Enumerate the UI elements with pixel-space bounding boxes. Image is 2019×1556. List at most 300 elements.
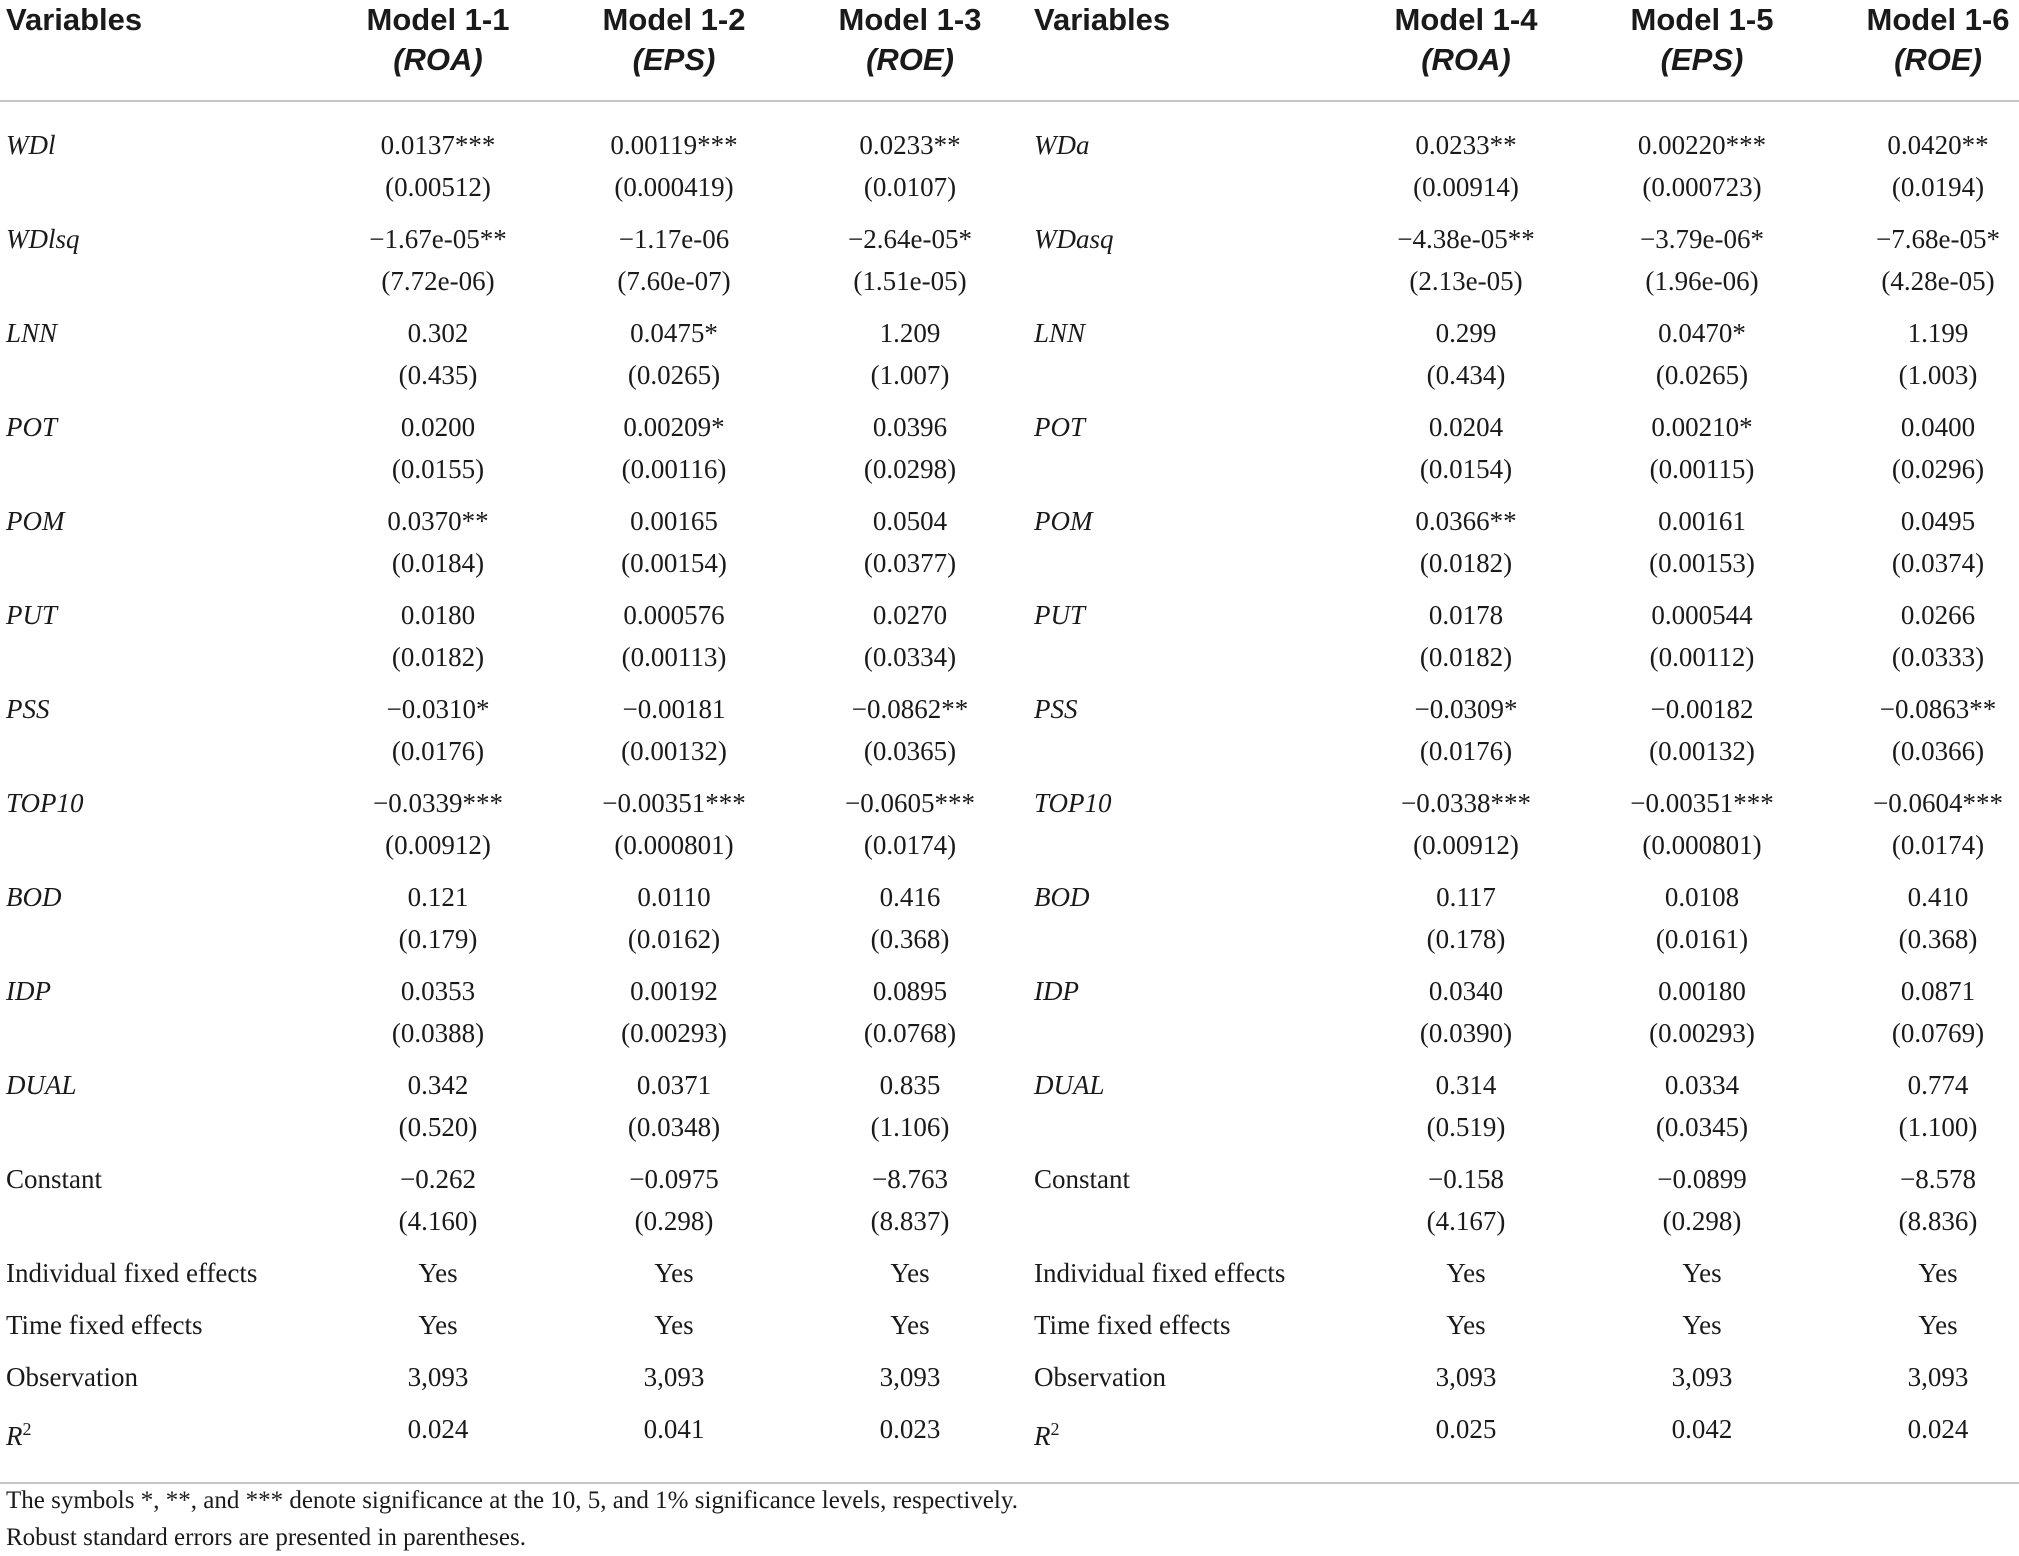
standard-error: (0.00912)	[1413, 830, 1519, 860]
coefficient: −0.0899	[1657, 1164, 1747, 1194]
value-cell	[1584, 1158, 1820, 1252]
left-variable-name	[0, 876, 320, 970]
value-cell	[1820, 1158, 2019, 1252]
right-variable-name	[1028, 1158, 1348, 1252]
model-header	[320, 0, 556, 101]
coefficient: 0.041	[643, 1414, 705, 1444]
standard-error: (0.0176)	[1419, 736, 1513, 766]
right-variable-name	[1028, 1356, 1348, 1408]
variable-label: DUAL	[6, 1070, 77, 1100]
table-row	[0, 1064, 2019, 1158]
value-cell	[1584, 1252, 1820, 1304]
left-variable-name	[0, 101, 320, 218]
left-variable-name	[0, 1158, 320, 1252]
value-cell	[320, 970, 556, 1064]
table-body	[0, 101, 2019, 1483]
standard-error: (0.0365)	[863, 736, 957, 766]
value-cell	[1584, 688, 1820, 782]
variable-label: Time fixed effects	[6, 1310, 203, 1340]
value-cell	[320, 1064, 556, 1158]
variable-label: R	[6, 1421, 23, 1451]
standard-error: (0.00116)	[621, 454, 727, 484]
table-row	[0, 970, 2019, 1064]
coefficient: −0.0604***	[1873, 788, 2003, 818]
value-cell	[1348, 312, 1584, 406]
coefficient: 0.0366**	[1415, 506, 1517, 536]
variable-label: PUT	[1034, 600, 1086, 630]
standard-error: (0.519)	[1426, 1112, 1506, 1142]
variable-label: R	[1034, 1421, 1051, 1451]
variable-label: Individual fixed effects	[6, 1258, 258, 1288]
standard-error: (0.368)	[1898, 924, 1978, 954]
right-variable-name	[1028, 688, 1348, 782]
value-cell	[1820, 1356, 2019, 1408]
standard-error: (0.435)	[398, 360, 478, 390]
coefficient: 0.0475*	[630, 318, 718, 348]
value-cell	[792, 1252, 1028, 1304]
coefficient: 0.00209*	[623, 412, 725, 442]
coefficient: −1.17e-06	[618, 224, 730, 254]
left-variable-name	[0, 406, 320, 500]
coefficient: Yes	[654, 1310, 694, 1340]
standard-error: (7.60e-07)	[617, 266, 731, 296]
coefficient: 0.00180	[1658, 976, 1746, 1006]
value-cell	[1348, 688, 1584, 782]
coefficient: −0.262	[400, 1164, 476, 1194]
value-cell	[1820, 1408, 2019, 1483]
standard-error: (0.0333)	[1891, 642, 1985, 672]
coefficient: −0.0338***	[1401, 788, 1531, 818]
variable-label: TOP10	[6, 788, 84, 818]
coefficient: 0.0233**	[859, 130, 961, 160]
standard-error: (0.00912)	[385, 830, 491, 860]
value-cell	[320, 500, 556, 594]
coefficient: 0.024	[407, 1414, 469, 1444]
model-name: Model 1-4	[1394, 2, 1538, 37]
coefficient: 0.0470*	[1658, 318, 1746, 348]
left-variable-name	[0, 1304, 320, 1356]
value-cell	[1348, 500, 1584, 594]
left-variable-name	[0, 782, 320, 876]
value-cell	[1820, 1064, 2019, 1158]
coefficient: −0.0863**	[1879, 694, 1997, 724]
coefficient: 3,093	[1671, 1362, 1733, 1392]
value-cell	[320, 1158, 556, 1252]
coefficient: −0.0975	[629, 1164, 719, 1194]
value-cell	[320, 1356, 556, 1408]
coefficient: 0.025	[1435, 1414, 1497, 1444]
variable-label: Observation	[1034, 1362, 1166, 1392]
model-header	[1584, 0, 1820, 101]
coefficient: −0.0310*	[386, 694, 490, 724]
coefficient: Yes	[654, 1258, 694, 1288]
standard-error: (1.96e-06)	[1645, 266, 1759, 296]
standard-error: (0.0377)	[863, 548, 957, 578]
variable-label: DUAL	[1034, 1070, 1105, 1100]
table-row	[0, 500, 2019, 594]
model-dependent-variable: (ROA)	[1421, 42, 1511, 77]
footnote-standard-errors: Robust standard errors are presented in parentheses.	[6, 1524, 526, 1551]
value-cell	[1584, 500, 1820, 594]
standard-error: (0.0182)	[1419, 548, 1513, 578]
standard-error: (0.000419)	[614, 172, 734, 202]
table-row	[0, 1356, 2019, 1408]
value-cell	[556, 1064, 792, 1158]
variable-label: POT	[1034, 412, 1086, 442]
value-cell	[1348, 782, 1584, 876]
value-cell	[1348, 594, 1584, 688]
coefficient: Yes	[1446, 1258, 1486, 1288]
standard-error: (0.0174)	[863, 830, 957, 860]
value-cell	[1348, 218, 1584, 312]
model-header	[556, 0, 792, 101]
value-cell	[556, 500, 792, 594]
table-row	[0, 1304, 2019, 1356]
coefficient: 0.00161	[1658, 506, 1746, 536]
standard-error: (0.0388)	[391, 1018, 485, 1048]
value-cell	[792, 406, 1028, 500]
coefficient: −0.00181	[622, 694, 726, 724]
standard-error: (0.298)	[1662, 1206, 1742, 1236]
value-cell	[792, 876, 1028, 970]
value-cell	[1348, 406, 1584, 500]
coefficient: 0.024	[1907, 1414, 1969, 1444]
table-row	[0, 876, 2019, 970]
table-row	[0, 782, 2019, 876]
coefficient: −0.158	[1428, 1164, 1504, 1194]
coefficient: 0.000544	[1651, 600, 1753, 630]
coefficient: −0.0309*	[1414, 694, 1518, 724]
variable-label: Individual fixed effects	[1034, 1258, 1286, 1288]
right-variable-name	[1028, 406, 1348, 500]
standard-error: (0.520)	[398, 1112, 478, 1142]
coefficient: 0.299	[1435, 318, 1497, 348]
footnote-significance: The symbols *, **, and *** denote significance at the 10, 5, and 1% significance levels, respectively.	[6, 1487, 1018, 1514]
model-dependent-variable: (EPS)	[632, 42, 716, 77]
value-cell	[792, 688, 1028, 782]
left-variable-name	[0, 500, 320, 594]
coefficient: −0.0339***	[373, 788, 503, 818]
model-dependent-variable: (ROE)	[1894, 42, 1982, 77]
standard-error: (0.179)	[398, 924, 478, 954]
coefficient: 0.0233**	[1415, 130, 1517, 160]
variable-label: BOD	[6, 882, 62, 912]
standard-error: (0.0334)	[863, 642, 957, 672]
coefficient: 0.0504	[872, 506, 948, 536]
right-variable-name	[1028, 594, 1348, 688]
coefficient: 0.00210*	[1651, 412, 1753, 442]
value-cell	[1584, 876, 1820, 970]
table-row	[0, 312, 2019, 406]
table-row	[0, 101, 2019, 218]
variable-label: POM	[1034, 506, 1093, 536]
coefficient: 0.042	[1671, 1414, 1733, 1444]
right-variable-name	[1028, 500, 1348, 594]
standard-error: (0.0184)	[391, 548, 485, 578]
left-variable-name	[0, 1252, 320, 1304]
standard-error: (0.0265)	[627, 360, 721, 390]
value-cell	[1584, 101, 1820, 218]
table-header	[0, 0, 2019, 101]
value-cell	[320, 782, 556, 876]
variable-label: IDP	[1034, 976, 1079, 1006]
standard-error: (1.007)	[870, 360, 950, 390]
standard-error: (0.00512)	[385, 172, 491, 202]
standard-error: (0.178)	[1426, 924, 1506, 954]
coefficient: 0.0370**	[387, 506, 489, 536]
coefficient: −4.38e-05**	[1397, 224, 1535, 254]
right-variable-name	[1028, 1252, 1348, 1304]
right-variable-name	[1028, 101, 1348, 218]
variable-label: Observation	[6, 1362, 138, 1392]
coefficient: 0.0340	[1428, 976, 1504, 1006]
left-variable-name	[0, 312, 320, 406]
standard-error: (0.00132)	[621, 736, 727, 766]
coefficient: 0.0895	[872, 976, 948, 1006]
coefficient: Yes	[890, 1258, 930, 1288]
coefficient: 0.0371	[636, 1070, 712, 1100]
superscript: 2	[1050, 1419, 1060, 1439]
value-cell	[556, 1356, 792, 1408]
variable-label: WDasq	[1034, 224, 1114, 254]
standard-error: (0.0176)	[391, 736, 485, 766]
value-cell	[792, 1158, 1028, 1252]
value-cell	[556, 970, 792, 1064]
value-cell	[320, 876, 556, 970]
value-cell	[1584, 1356, 1820, 1408]
right-variable-name	[1028, 1064, 1348, 1158]
standard-error: (0.0182)	[391, 642, 485, 672]
model-name: Model 1-1	[366, 2, 510, 37]
table-row	[0, 594, 2019, 688]
variable-label: LNN	[1034, 318, 1086, 348]
coefficient: 3,093	[879, 1362, 941, 1392]
coefficient: 0.0204	[1428, 412, 1504, 442]
right-variable-name	[1028, 876, 1348, 970]
value-cell	[1584, 312, 1820, 406]
variable-label: Constant	[1034, 1164, 1131, 1194]
value-cell	[1348, 1408, 1584, 1483]
coefficient: 3,093	[1435, 1362, 1497, 1392]
value-cell	[556, 688, 792, 782]
left-variables-header: Variables	[0, 0, 320, 101]
value-cell	[1348, 1158, 1584, 1252]
standard-error: (0.0296)	[1891, 454, 1985, 484]
standard-error: (0.0182)	[1419, 642, 1513, 672]
coefficient: 0.0270	[872, 600, 948, 630]
coefficient: 0.314	[1435, 1070, 1497, 1100]
coefficient: −3.79e-06*	[1640, 224, 1764, 254]
variable-label: LNN	[6, 318, 58, 348]
standard-error: (0.0265)	[1655, 360, 1749, 390]
value-cell	[1584, 970, 1820, 1064]
coefficient: 1.209	[879, 318, 941, 348]
value-cell	[320, 1408, 556, 1483]
standard-error: (1.51e-05)	[853, 266, 967, 296]
value-cell	[556, 218, 792, 312]
standard-error: (0.0161)	[1655, 924, 1749, 954]
coefficient: −0.00351***	[1630, 788, 1774, 818]
coefficient: Yes	[1682, 1258, 1722, 1288]
standard-error: (0.00112)	[1649, 642, 1755, 672]
standard-error: (0.434)	[1426, 360, 1506, 390]
variable-label: Time fixed effects	[1034, 1310, 1231, 1340]
model-name: Model 1-2	[602, 2, 746, 37]
coefficient: −0.0862**	[851, 694, 969, 724]
standard-error: (0.000723)	[1642, 172, 1762, 202]
value-cell	[1820, 101, 2019, 218]
coefficient: −8.578	[1900, 1164, 1976, 1194]
value-cell	[1348, 970, 1584, 1064]
coefficient: −7.68e-05*	[1876, 224, 2000, 254]
variable-label: TOP10	[1034, 788, 1112, 818]
coefficient: 0.0137***	[380, 130, 496, 160]
value-cell	[556, 406, 792, 500]
value-cell	[320, 218, 556, 312]
value-cell	[1820, 594, 2019, 688]
standard-error: (0.0298)	[863, 454, 957, 484]
variable-label: Constant	[6, 1164, 103, 1194]
value-cell	[792, 782, 1028, 876]
coefficient: 3,093	[643, 1362, 705, 1392]
table-row	[0, 1158, 2019, 1252]
value-cell	[1820, 312, 2019, 406]
standard-error: (8.837)	[870, 1206, 950, 1236]
value-cell	[1584, 1304, 1820, 1356]
value-cell	[1820, 500, 2019, 594]
coefficient: 0.00119***	[610, 130, 738, 160]
value-cell	[556, 782, 792, 876]
table-footnotes	[6, 1482, 2006, 1556]
standard-error: (1.100)	[1898, 1112, 1978, 1142]
model-header	[1348, 0, 1584, 101]
coefficient: 0.774	[1907, 1070, 1969, 1100]
right-variable-name	[1028, 782, 1348, 876]
standard-error: (0.00113)	[621, 642, 727, 672]
value-cell	[556, 594, 792, 688]
value-cell	[556, 1158, 792, 1252]
value-cell	[792, 1304, 1028, 1356]
standard-error: (0.00115)	[1649, 454, 1755, 484]
table-row	[0, 688, 2019, 782]
standard-error: (0.00293)	[621, 1018, 727, 1048]
coefficient: 0.835	[879, 1070, 941, 1100]
coefficient: 0.342	[407, 1070, 469, 1100]
standard-error: (0.0768)	[863, 1018, 957, 1048]
coefficient: 3,093	[407, 1362, 469, 1392]
table-row	[0, 1252, 2019, 1304]
value-cell	[320, 1252, 556, 1304]
standard-error: (0.0107)	[863, 172, 957, 202]
coefficient: −0.0605***	[845, 788, 975, 818]
value-cell	[792, 218, 1028, 312]
coefficient: 0.0266	[1900, 600, 1976, 630]
model-dependent-variable: (ROE)	[866, 42, 954, 77]
table-row	[0, 406, 2019, 500]
value-cell	[1820, 1252, 2019, 1304]
left-variable-name	[0, 594, 320, 688]
coefficient: 0.00220***	[1637, 130, 1767, 160]
right-variable-name	[1028, 218, 1348, 312]
value-cell	[1348, 876, 1584, 970]
table-row	[0, 1408, 2019, 1483]
standard-error: (2.13e-05)	[1409, 266, 1523, 296]
value-cell	[320, 688, 556, 782]
value-cell	[792, 312, 1028, 406]
right-variable-name	[1028, 1304, 1348, 1356]
standard-error: (0.0374)	[1891, 548, 1985, 578]
value-cell	[792, 500, 1028, 594]
value-cell	[320, 101, 556, 218]
model-name: Model 1-3	[838, 2, 982, 37]
value-cell	[792, 1408, 1028, 1483]
value-cell	[320, 312, 556, 406]
value-cell	[1348, 1356, 1584, 1408]
model-header	[1820, 0, 2019, 101]
standard-error: (8.836)	[1898, 1206, 1978, 1236]
value-cell	[556, 101, 792, 218]
right-variable-name	[1028, 1408, 1348, 1483]
coefficient: Yes	[1682, 1310, 1722, 1340]
model-name: Model 1-5	[1630, 2, 1774, 37]
standard-error: (0.00914)	[1413, 172, 1519, 202]
standard-error: (1.003)	[1898, 360, 1978, 390]
coefficient: 0.0200	[400, 412, 476, 442]
standard-error: (0.0174)	[1891, 830, 1985, 860]
standard-error: (0.00293)	[1649, 1018, 1755, 1048]
standard-error: (0.00153)	[1649, 548, 1755, 578]
variable-label: PUT	[6, 600, 58, 630]
standard-error: (0.00132)	[1649, 736, 1755, 766]
standard-error: (0.0390)	[1419, 1018, 1513, 1048]
coefficient: −2.64e-05*	[848, 224, 972, 254]
standard-error: (4.160)	[398, 1206, 478, 1236]
standard-error: (7.72e-06)	[381, 266, 495, 296]
left-variable-name	[0, 218, 320, 312]
standard-error: (0.0194)	[1891, 172, 1985, 202]
value-cell	[556, 876, 792, 970]
coefficient: Yes	[1918, 1258, 1958, 1288]
value-cell	[556, 1304, 792, 1356]
coefficient: −8.763	[872, 1164, 948, 1194]
value-cell	[1348, 1252, 1584, 1304]
value-cell	[1584, 594, 1820, 688]
value-cell	[1820, 876, 2019, 970]
left-variable-name	[0, 970, 320, 1064]
value-cell	[1584, 406, 1820, 500]
standard-error: (4.28e-05)	[1881, 266, 1995, 296]
value-cell	[1820, 1304, 2019, 1356]
value-cell	[792, 101, 1028, 218]
coefficient: −1.67e-05**	[369, 224, 507, 254]
coefficient: 0.0400	[1900, 412, 1976, 442]
standard-error: (0.000801)	[614, 830, 734, 860]
value-cell	[1820, 406, 2019, 500]
value-cell	[556, 312, 792, 406]
value-cell	[1348, 1064, 1584, 1158]
coefficient: 3,093	[1907, 1362, 1969, 1392]
coefficient: 0.0420**	[1887, 130, 1989, 160]
value-cell	[792, 1064, 1028, 1158]
standard-error: (0.0366)	[1891, 736, 1985, 766]
variable-label: WDl	[6, 130, 56, 160]
coefficient: 0.023	[879, 1414, 941, 1444]
coefficient: Yes	[1918, 1310, 1958, 1340]
coefficient: 0.0110	[637, 882, 711, 912]
value-cell	[1584, 782, 1820, 876]
standard-error: (0.0769)	[1891, 1018, 1985, 1048]
coefficient: 0.0871	[1900, 976, 1976, 1006]
